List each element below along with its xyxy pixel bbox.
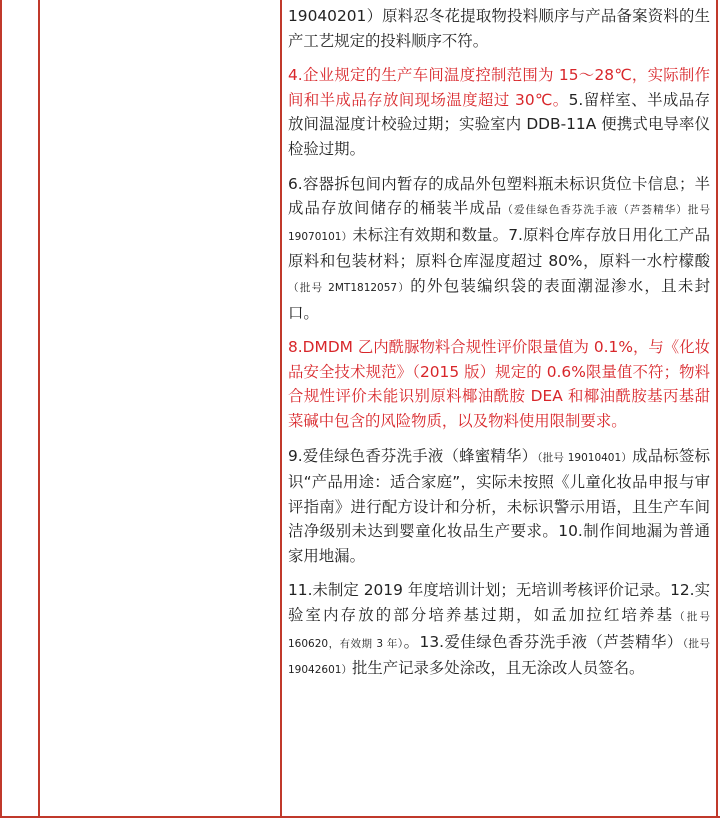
finding-text: 4.企业规定的生产车间温度控制范围为 15～28℃，实际制作间和半成品存放间现场温度超过 30℃。	[288, 66, 710, 109]
finding-paragraph-p2	[288, 63, 710, 161]
finding-text: 。13.爱佳绿色香芬洗手液（芦荟精华）	[403, 632, 683, 651]
finding-text: 19040201）原料忍冬花提取物投料顺序与产品备案资料的生产工艺规定的投料顺序不符。	[288, 7, 710, 50]
batch-note: （批号 19010401）	[537, 451, 633, 464]
table-border-col1	[38, 0, 40, 816]
finding-text: 8.DMDM 乙内酰脲物料合规性评价限量值为 0.1%，与《化妆品安全技术规范》（2015 版）规定的 0.6%限量值不符；物料合规性评价未能识别原料椰油酰胺 DEA 和椰油酰胺基丙基甜菜碱中包含的风险物质，以及物料使用限制要求。	[288, 338, 710, 430]
table-border-col2	[280, 0, 282, 816]
finding-text: 11.未制定 2019 年度培训计划；无培训考核评价记录。12.实验室内存放的部分培养基过期，如孟加拉红培养基	[288, 581, 710, 625]
batch-note: （批号 2MT1812057）	[288, 281, 411, 294]
finding-text: 9.爱佳绿色香芬洗手液（蜂蜜精华）	[288, 446, 538, 465]
table-border-bottom	[0, 816, 720, 818]
batch-note: （爱佳绿色香芬洗手液（芦荟精华）批号 19070101）	[288, 204, 710, 243]
finding-paragraph-p1	[288, 4, 710, 53]
batch-note: （批号 160620，有效期 3 年）	[288, 611, 710, 650]
finding-text: 5.留样室、半成品存放间温湿度计校验过期；实验室内 DDB-11A 便携式电导率仪检验过期。	[288, 90, 710, 158]
finding-text: 的外包装编织袋的表面潮湿渗水，且未封口。	[288, 276, 710, 322]
finding-paragraph-p4	[288, 335, 710, 433]
table-border-right	[716, 0, 718, 816]
finding-paragraph-p6	[288, 578, 710, 682]
finding-paragraph-p3	[288, 172, 710, 326]
finding-paragraph-p5	[288, 444, 710, 569]
finding-text: 6.容器拆包间内暂存的成品外包塑料瓶未标识货位卡信息；半成品存放间储存的桶装半成品	[288, 174, 710, 218]
finding-text: 批生产记录多处涂改，且无涂改人员签名。	[351, 659, 645, 678]
finding-text: 未标注有效期和数量。7.原料仓库存放日用化工产品原料和包装材料；原料仓库湿度超过 80%，原料一水柠檬酸	[288, 225, 710, 271]
table-border-left	[0, 0, 2, 816]
findings-cell	[284, 4, 714, 693]
batch-note: （批号 19042601）	[288, 637, 711, 677]
finding-text: 成品标签标识“产品用途：适合家庭”，实际未按照《儿童化妆品申报与审评指南》进行配方设计和分析，未标识警示用语，且生产车间洁净级别未达到婴童化妆品生产要求。10.制作间地漏为普通家用地漏。	[288, 446, 710, 565]
